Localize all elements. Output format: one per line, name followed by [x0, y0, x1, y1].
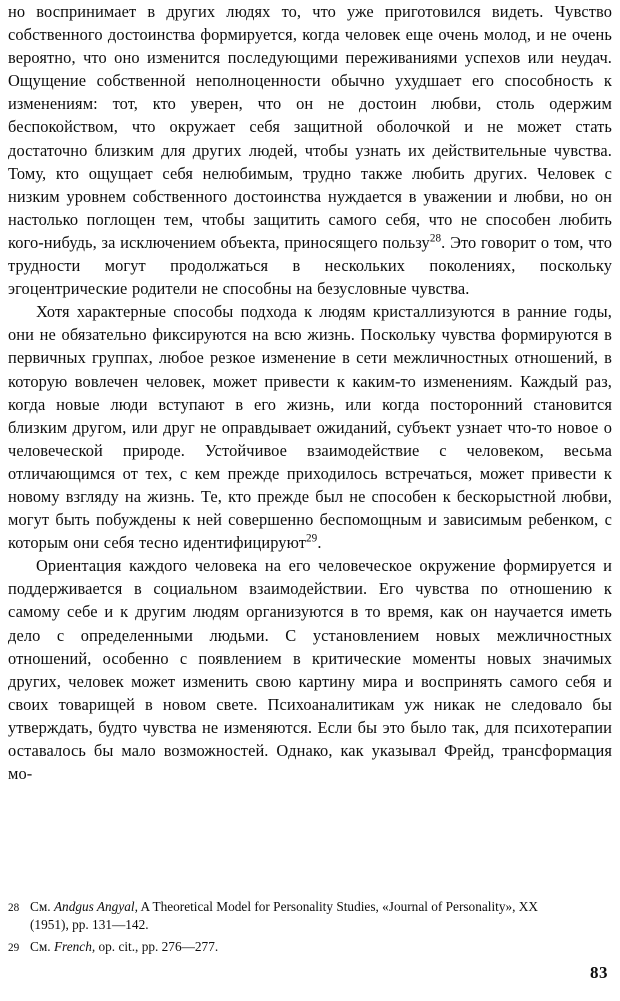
- footnote-item: [8, 898, 578, 935]
- paragraph-2-tail: .: [317, 533, 322, 553]
- footnote-text: [30, 938, 578, 956]
- footnote-suffix: op. cit., pp. 276—277.: [95, 938, 219, 954]
- paragraph-3: [8, 554, 612, 785]
- footnote-prefix: См.: [30, 899, 54, 914]
- body-text-block: [8, 0, 612, 785]
- paragraph-1-tail: . Это говорит о том, что трудности могут продолжаться в нескольких поколениях, поскольку эгоцентрические родители не способны на безусловные чувства.: [8, 232, 612, 299]
- footnote-author: Andgus Angyal,: [53, 899, 138, 914]
- footnote-text: [30, 898, 578, 935]
- footnote-author: French,: [53, 938, 96, 954]
- paragraph-1: [8, 0, 612, 300]
- footnote-prefix: См.: [30, 938, 54, 954]
- footnote-marker-28: 28: [429, 232, 442, 245]
- paragraph-2-text: Хотя характерные способы подхода к людям кристаллизуются в ранние годы, они не обязательно фиксируются на всю жизнь. Поскольку чувства формируются в первичных группах, любое резкое изменение в сети межличностных отношений, в которую вовлечен человек, может привести к каким-то изменениям. Каждый раз, когда новые люди вступают в его жизнь, или когда посторонний становится близким другом, или друг не оправдывает ожиданий, субъект узнает что-то новое о человеческой природе. Устойчивое взаимодействие с человеком, весьма отличающимся от тех, с кем прежде приходилось встречаться, может привести к новому взгляду на жизнь. Те, кто прежде был не способен к бескорыстной любви, могут быть побуждены к ней совершенно беспомощным и зависимым ребенком, с которым они себя тесно идентифицируют: [8, 302, 612, 553]
- footnote-item: [8, 938, 578, 957]
- footnote-number: 29: [8, 941, 20, 954]
- footnote-suffix: A Theoretical Model for Personality Studies, «Journal of Personality», XX (1951), pp. 131—142.: [30, 899, 538, 933]
- footnote-marker-29: 29: [305, 532, 318, 545]
- footnotes-block: [8, 898, 578, 960]
- footnote-number: 28: [8, 902, 20, 914]
- paragraph-1-text: но воспринимает в других людях то, что уже приготовился видеть. Чувство собственного достоинства формируется, когда человек еще очень молод, и не очень вероятно, что оно изменится последующими переживаниями успехов или неудач. Ощущение собственной неполноценности обычно ухудшает его способность к изменениям: тот, кто уверен, что он не достоин любви, столь одержим беспокойством, что окружает себя защитной оболочкой и не может стать достаточно близким для других людей, чтобы узнать их действительные чувства. Тому, кто ощущает себя нелюбимым, трудно также любить других. Человек с низким уровнем собственного достоинства нуждается в уважении и любви, но он настолько поглощен тем, чтобы защитить самого себя, что не способен любить кого-нибудь, за исключением объекта, приносящего пользу: [8, 2, 612, 252]
- page-number: 83: [590, 963, 608, 982]
- paragraph-2: [8, 300, 612, 554]
- paragraph-3-text: Ориентация каждого человека на его человеческое окружение формируется и поддерживается в социальном взаимодействии. Его чувства по отношению к самому себе и к другим людям организуются в то время, как он научается иметь дело с определенными людьми. С установлением новых межличностных отношений, особенно с появлением в критические моменты новых значимых других, человек может изменить свою картину мира и воспринять самого себя и своих товарищей в новом свете. Психоаналитикам уж никак не следовало бы утверждать, будто чувства не изменяются. Если бы это было так, для психотерапии оставалось бы мало возможностей. Однако, как указывал Фрейд, трансформация мо-: [8, 556, 612, 784]
